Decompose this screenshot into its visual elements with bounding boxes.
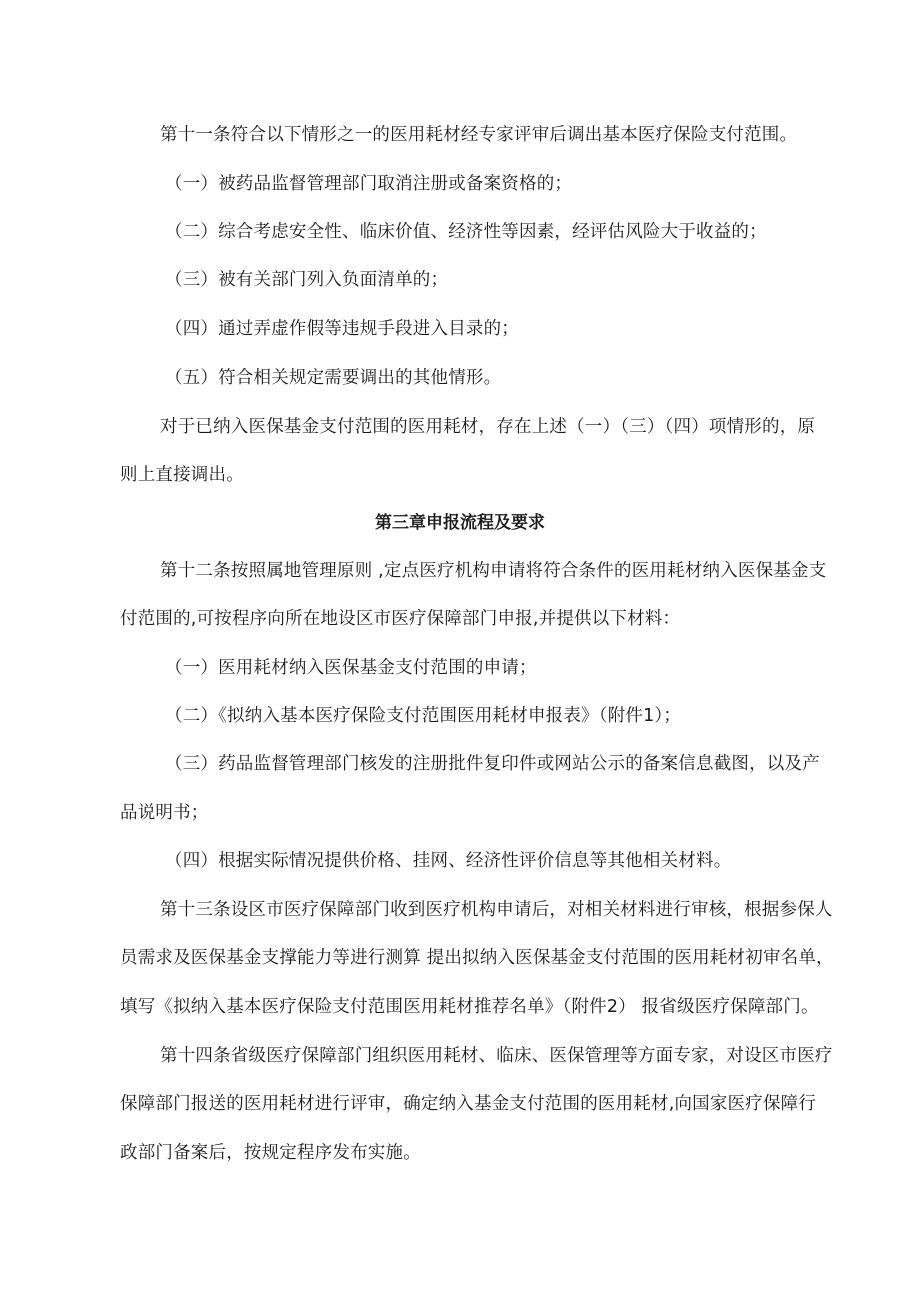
chapter-3-heading: 第三章申报流程及要求 bbox=[375, 513, 545, 533]
article-13-line-1: 第十三条设区市医疗保障部门收到医疗机构申请后，对相关材料进行审核，根据参保人 bbox=[160, 900, 833, 920]
article-14-line-2: 保障部门报送的医用耗材进行评审，确定纳入基金支付范围的医用耗材,向国家医疗保障行 bbox=[120, 1094, 817, 1114]
article-11-note-line-1: 对于已纳入医保基金支付范围的医用耗材，存在上述（一）（三）（四）项情形的，原 bbox=[160, 417, 816, 437]
article-14-line-1: 第十四条省级医疗保障部门组织医用耗材、临床、医保管理等方面专家，对设区市医疗 bbox=[160, 1046, 833, 1066]
article-12-item-1: （一）医用耗材纳入医保基金支付范围的申请； bbox=[165, 658, 537, 678]
article-11-item-5: （五）符合相关规定需要调出的其他情形。 bbox=[165, 368, 502, 388]
article-11-item-1: （一）被药品监督管理部门取消注册或备案资格的； bbox=[165, 174, 573, 194]
article-11-item-2: （二）综合考虑安全性、临床价值、经济性等因素，经评估风险大于收益的； bbox=[165, 222, 767, 242]
article-14-line-3: 政部门备案后，按规定程序发布实施。 bbox=[120, 1143, 421, 1163]
article-12-item-4: （四）根据实际情况提供价格、挂网、经济性评价信息等其他相关材料。 bbox=[165, 851, 732, 871]
article-12-line-2: 付范围的,可按程序向所在地设区市医疗保障部门申报,并提供以下材料： bbox=[120, 609, 681, 629]
article-11-title: 第十一条符合以下情形之一的医用耗材经专家评审后调出基本医疗保险支付范围。 bbox=[160, 125, 798, 145]
article-11-item-3: （三）被有关部门列入负面清单的； bbox=[165, 270, 449, 290]
article-12-item-3-line-1: （三）药品监督管理部门核发的注册批件复印件或网站公示的备案信息截图，以及产 bbox=[165, 754, 820, 774]
article-13-line-2: 员需求及医保基金支撑能力等进行测算 提出拟纳入医保基金支付范围的医用耗材初审名单， bbox=[120, 948, 834, 968]
article-13-line-3: 填写《拟纳入基本医疗保险支付范围医用耗材推荐名单》（附件2） 报省级医疗保障部门。 bbox=[120, 997, 819, 1017]
article-12-item-2: （二）《拟纳入基本医疗保险支付范围医用耗材申报表》（附件1）； bbox=[165, 706, 682, 726]
article-11-item-4: （四）通过弄虚作假等违规手段进入目录的； bbox=[165, 319, 519, 339]
article-12-line-1: 第十二条按照属地管理原则 ,定点医疗机构申请将符合条件的医用耗材纳入医保基金支 bbox=[160, 561, 827, 581]
article-11-note-line-2: 则上直接调出。 bbox=[120, 465, 244, 485]
article-12-item-3-line-2: 品说明书； bbox=[120, 803, 209, 823]
